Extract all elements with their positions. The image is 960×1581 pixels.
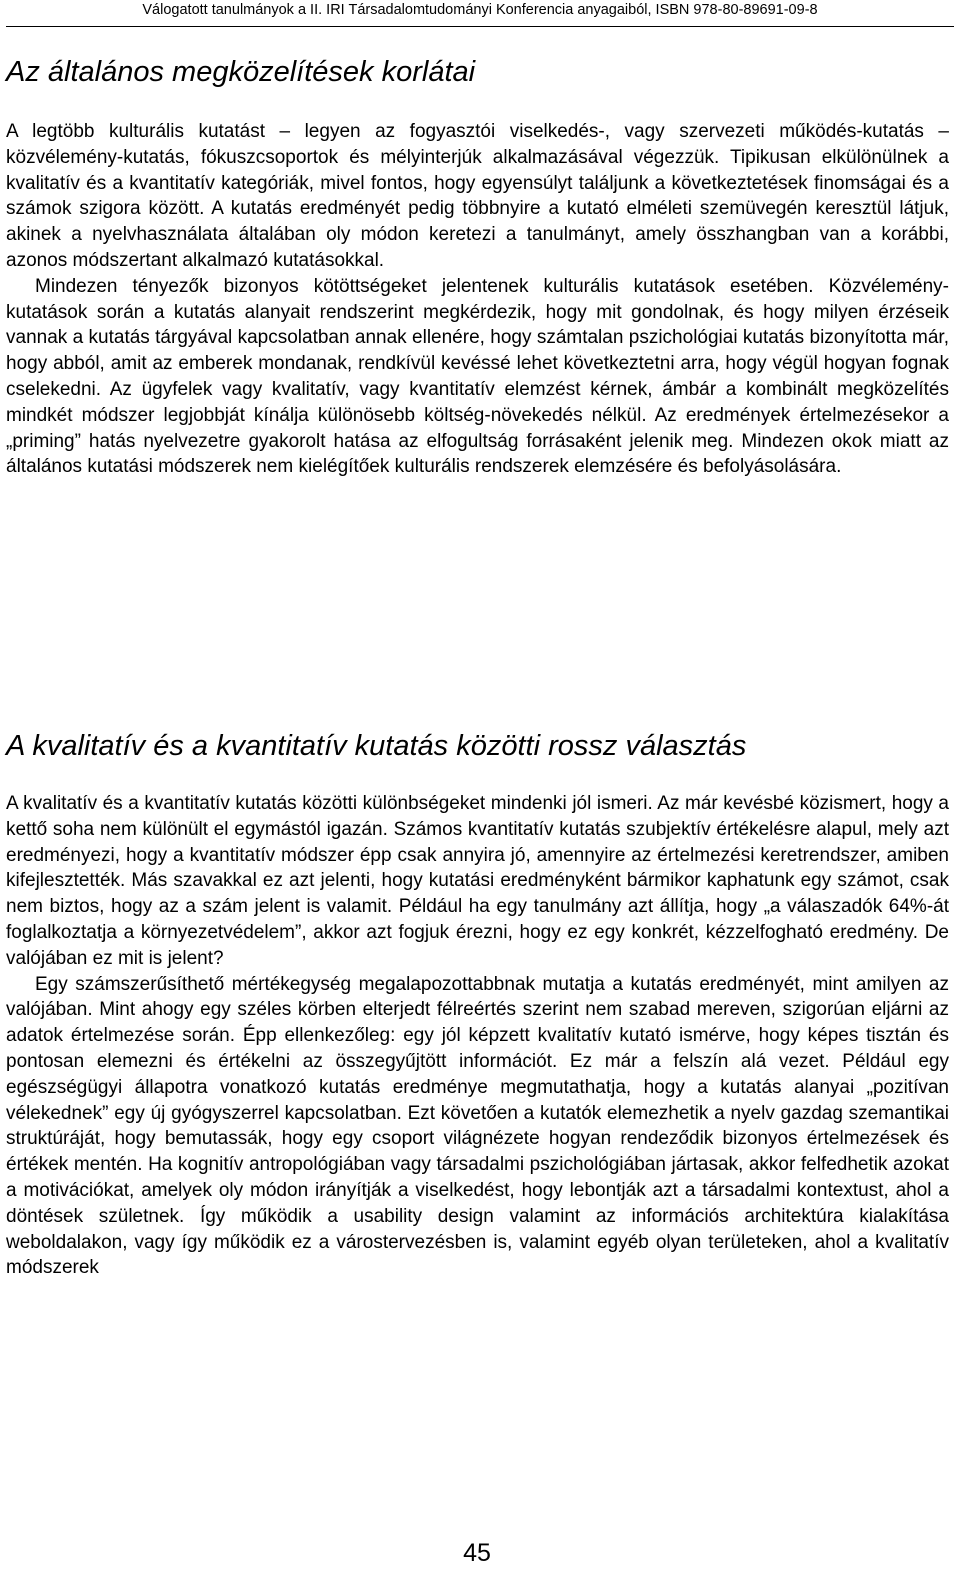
running-header	[6, 0, 954, 27]
section-body-limits	[6, 119, 949, 480]
section-body-qual-quant	[6, 791, 949, 1281]
section-heading-limits: Az általános megközelítések korlátai	[6, 56, 476, 88]
paragraph: A kvalitatív és a kvantitatív kutatás közötti különbségeket mindenki jól ismeri. Az már kevésbé közismert, hogy a kettő soha nem különült el egymástól igazán. Számos kvantitatív kutatás szubjektív értékelésre alapul, mely azt eredményezi, hogy a kvantitatív módszer épp csak annyira jó, amennyire az értelmezési keretrendszer, amiben kifejlesztették. Más szavakkal ez azt jelenti, hogy kutatási eredményként bármikor kaphatunk egy számot, csak nem biztos, hogy az a szám jelent is valamit. Például ha egy tanulmány azt állítja, hogy „a válaszadók 64%-át foglalkoztatja a környezetvédelem”, akkor azt fogjuk érezni, hogy ez egy konkrét, kézzelfogható eredmény. De valójában ez mit is jelent?	[6, 793, 949, 969]
paragraph: A legtöbb kulturális kutatást – legyen az fogyasztói viselkedés-, vagy szervezeti működés-kutatás – közvélemény-kutatás, fókuszcsoportok és mélyinterjúk alkalmazásával végezzük. Tipikusan elkülönülnek a kvalitatív és a kvantitatív kategóriák, mivel fontos, hogy egyensúlyt találjunk a következtetések finomságai és a számok szigora között. A kutatás eredményét pedig többnyire a kutató elméleti szemüvegén keresztül látjuk, akinek a nyelvhasználata általában oly módon keretezi a tanulmányt, amely összhangban van a korábbi, azonos módszertant alkalmazó kutatásokkal.	[6, 121, 949, 271]
section-heading-qual-quant: A kvalitatív és a kvantitatív kutatás közötti rossz választás	[6, 730, 747, 762]
paragraph: Mindezen tényezők bizonyos kötöttségeket jelentenek kulturális kutatások esetében. Közvélemény-kutatások során a kutatás alanyait rendszerint megkérdezik, hogy mit gondolnak, és hogy milyen érzéseik vannak a kutatás tárgyával kapcsolatban annak ellenére, hogy számtalan pszichológiai kutatás bizonyította már, hogy abból, amit az emberek mondanak, rendkívül kevéssé lehet következtetni arra, hogy végül hogyan fognak cselekedni. Az ügyfelek vagy kvalitatív, vagy kvantitatív elemzést kérnek, ámbár a kombinált megközelítés mindkét módszer legjobbját kínálja különösebb költség-növekedés nélkül. Az eredmények értelmezésekor a „priming” hatás nyelvezetre gyakorolt hatása az elfogultság forrásaként jelenik meg. Mindezen okok miatt az általános kutatási módszerek nem kielégítőek kulturális rendszerek elemzésére és befolyásolására.	[6, 275, 949, 478]
running-header-text: Válogatott tanulmányok a II. IRI Társadalomtudományi Konferencia anyagaiból, ISBN 978-80-89691-09-8	[142, 2, 818, 18]
page-number: 45	[463, 1539, 491, 1567]
paragraph: Egy számszerűsíthető mértékegység megalapozottabbnak mutatja a kutatás eredményét, mint amilyen az valójában. Mint ahogy egy széles körben elterjedt félreértés szerint nem szabad mereven, szigorúan eljárni az adatok értelmezése során. Épp ellenkezőleg: egy jól képzett kvalitatív kutató ismérve, hogy képes tisztán és pontosan elemezni és értékelni az összegyűjtött információt. Ez már a felszín alá vezet. Például egy egészségügyi állapotra vonatkozó kutatás eredménye megmutathatja, hogy a kutatás alanyai „pozitívan vélekednek” egy új gyógyszerrel kapcsolatban. Ezt követően a kutatók elemezhetik a nyelv gazdag szemantikai struktúráját, hogy bemutassák, hogy egy csoport világnézete hogyan rendeződik bizonyos értelmezések és értékek mentén. Ha kognitív antropológiában vagy társadalmi pszichológiában jártasak, akkor felfedhetik azokat a motivációkat, amelyek oly módon irányítják a viselkedést, hogy lebontják azt a társadalmi kontextust, ahol a döntések születnek. Így működik a usability design valamint az információs architektúra kialakítása weboldalakon, vagy így működik ez a várostervezésben is, valamint egyéb olyan területeken, ahol a kvalitatív módszerek	[6, 973, 949, 1279]
